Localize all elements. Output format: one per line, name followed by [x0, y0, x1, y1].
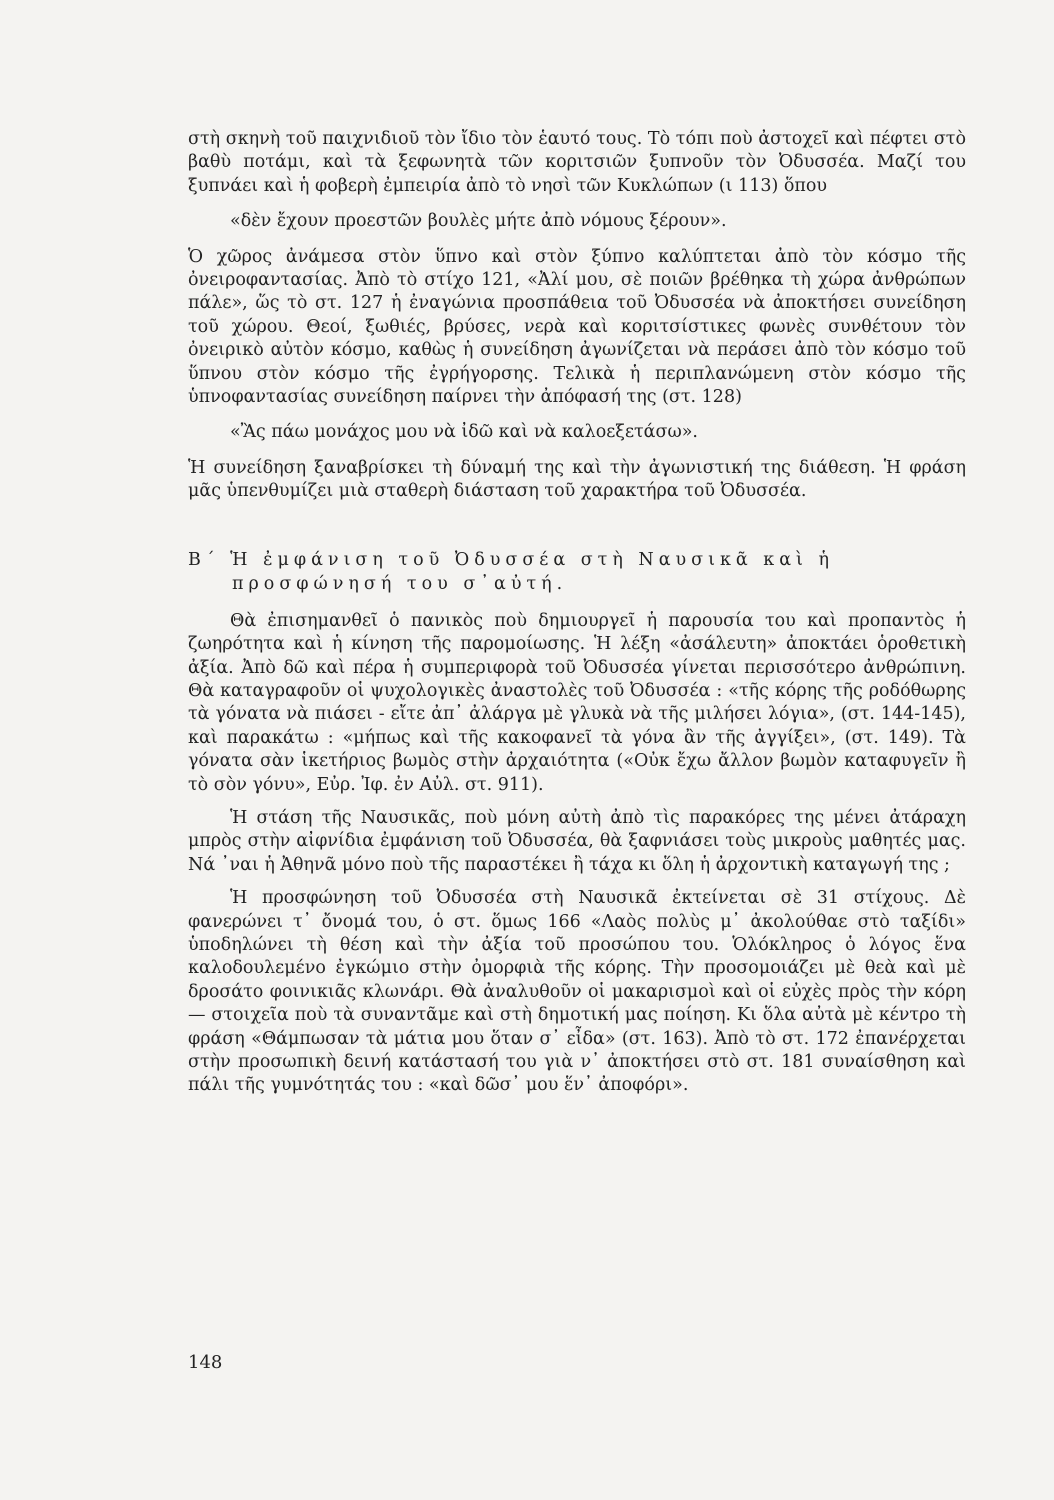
- quote-1: «δὲν ἔχουν προεστῶν βουλὲς μήτε ἀπὸ νόμους ξέρουν».: [230, 211, 727, 232]
- paragraph-3: Ἡ συνείδηση ξαναβρίσκει τὴ δύναμή της καὶ τὴν ἀγωνιστική της διάθεση. Ἡ φράση μᾶς ὑπενθυμίζει μιὰ σταθερὴ διάσταση τοῦ χαρακτήρα τοῦ Ὀδυσσέα.: [188, 457, 966, 502]
- paragraph-6: Ἡ προσφώνηση τοῦ Ὀδυσσέα στὴ Ναυσικᾶ ἐκτείνεται σὲ 31 στίχους. Δὲ φανερώνει τ᾽ ὄνομά του, ὁ στ. ὅμως 166 «Λαὸς πολὺς μ᾽ ἀκολούθαε στὸ ταξίδι» ὑποδηλώνει τὴ θέση καὶ τὴν ἀξία τοῦ προσώπου του. Ὁλόκληρος ὁ λόγος ἕνα καλοδουλεμένο ἐγκώμιο στὴν ὀμορφιὰ τῆς κόρης. Τὴν προσομοιάζει μὲ θεὰ καὶ μὲ δροσάτο φοινικιᾶς κλωνάρι. Θὰ ἀναλυθοῦν οἱ μακαρισμοὶ καὶ οἱ εὐχὲς πρὸς τὴν κόρη — στοιχεῖα ποὺ τὰ συναντᾶμε καὶ στὴ δημοτική μας ποίηση. Κι ὅλα αὐτὰ μὲ κέντρο τὴ φράση «Θάμπωσαν τὰ μάτια μου ὅταν σ᾽ εἶδα» (στ. 163). Ἀπὸ τὸ στ. 172 ἐπανέρχεται στὴν προσωπικὴ δεινή κατάστασή του γιὰ ν᾽ ἀποκτήσει στὸ στ. 181 συναίσθηση καὶ πάλι τῆς γυμνότητάς του : «καὶ δῶσ᾽ μου ἕν᾽ ἀποφόρι».: [188, 888, 966, 1096]
- paragraph-2: Ὁ χῶρος ἀνάμεσα στὸν ὕπνο καὶ στὸν ξύπνο καλύπτεται ἀπὸ τὸν κόσμο τῆς ὀνειροφαντασίας. Ἀπὸ τὸ στίχο 121, «Ἀλί μου, σὲ ποιῶν βρέθηκα τὴ χώρα ἀνθρώπων πάλε», ὥς τὸ στ. 127 ἡ ἐναγώνια προσπάθεια τοῦ Ὀδυσσέα νὰ ἀποκτήσει συνείδηση τοῦ χώρου. Θεοί, ξωθιές, βρύσες, νερὰ καὶ κοριτσίστικες φωνὲς συνθέτουν τὸν ὀνειρικὸ αὐτὸν κόσμο, καθὼς ἡ συνείδηση ἀγωνίζεται νὰ περάσει ἀπὸ τὸν κόσμο τοῦ ὕπνου στὸν κόσμο τῆς ἐγρήγορσης. Τελικὰ ἡ περιπλανώμενη στὸν κόσμο τῆς ὑπνοφαντασίας συνείδηση παίρνει τὴν ἀπόφασή της (στ. 128): [188, 246, 966, 408]
- paragraph-5: Ἡ στάση τῆς Ναυσικᾶς, ποὺ μόνη αὐτὴ ἀπὸ τὶς παρακόρες της μένει ἀτάραχη μπρὸς στὴν αἰφνίδια ἐμφάνιση τοῦ Ὀδυσσέα, θὰ ξαφνιάσει τοὺς μικροὺς μαθητές μας. Νά ᾽ναι ἡ Ἀθηνᾶ μόνο ποὺ τῆς παραστέκει ἢ τάχα κι ὅλη ἡ ἀρχοντικὴ καταγωγή της ;: [188, 807, 966, 875]
- section-heading: [188, 548, 966, 596]
- section-heading-line-2: προσφώνησή του σ᾽αὐτή.: [232, 573, 568, 594]
- page-body: [188, 128, 966, 1098]
- paragraph-4: Θὰ ἐπισημανθεῖ ὁ πανικὸς ποὺ δημιουργεῖ ἡ παρουσία του καὶ προπαντὸς ἡ ζωηρότητα καὶ ἡ κίνηση τῆς παρομοίωσης. Ἡ λέξη «ἀσάλευτη» ἀποκτάει ὁροθετικὴ ἀξία. Ἀπὸ δῶ καὶ πέρα ἡ συμπεριφορὰ τοῦ Ὀδυσσέα γίνεται περισσότερο ἀνθρώπινη. Θὰ καταγραφοῦν οἱ ψυχολογικὲς ἀναστολὲς τοῦ Ὀδυσσέα : «τῆς κόρης τῆς ροδόθωρης τὰ γόνατα νὰ πιάσει - εἴτε ἀπ᾽ ἀλάργα μὲ γλυκὰ νὰ τῆς μιλήσει λόγια», (στ. 144-145), καὶ παρακάτω : «μήπως καὶ τῆς κακοφανεῖ τὰ γόνα ἂν τῆς ἀγγίξει», (στ. 149). Τὰ γόνατα σὰν ἱκετήριος βωμὸς στὴν ἀρχαιότητα («Οὐκ ἔχω ἄλλον βωμὸν καταφυγεῖν ἢ τὸ σὸν γόνυ», Εὐρ. Ἰφ. ἐν Αὐλ. στ. 911).: [188, 610, 966, 795]
- quote-2: «Ἂς πάω μονάχος μου νὰ ἰδῶ καὶ νὰ καλοεξετάσω».: [230, 422, 698, 443]
- paragraph-1: στὴ σκηνὴ τοῦ παιχνιδιοῦ τὸν ἴδιο τὸν ἑαυτό τους. Τὸ τόπι ποὺ ἀστοχεῖ καὶ πέφτει στὸ βαθὺ ποτάμι, καὶ τὰ ξεφωνητὰ τῶν κοριτσιῶν ξυπνοῦν τὸν Ὀδυσσέα. Μαζί του ξυπνάει καὶ ἡ φοβερὴ ἐμπειρία ἀπὸ τὸ νησὶ τῶν Κυκλώπων (ι 113) ὅπου: [188, 129, 966, 196]
- section-heading-line-1: Β΄ Ἡ ἐμφάνιση τοῦ Ὀδυσσέα στὴ Ναυσικᾶ καὶ ἡ: [188, 549, 834, 570]
- page-number: 148: [188, 1352, 223, 1373]
